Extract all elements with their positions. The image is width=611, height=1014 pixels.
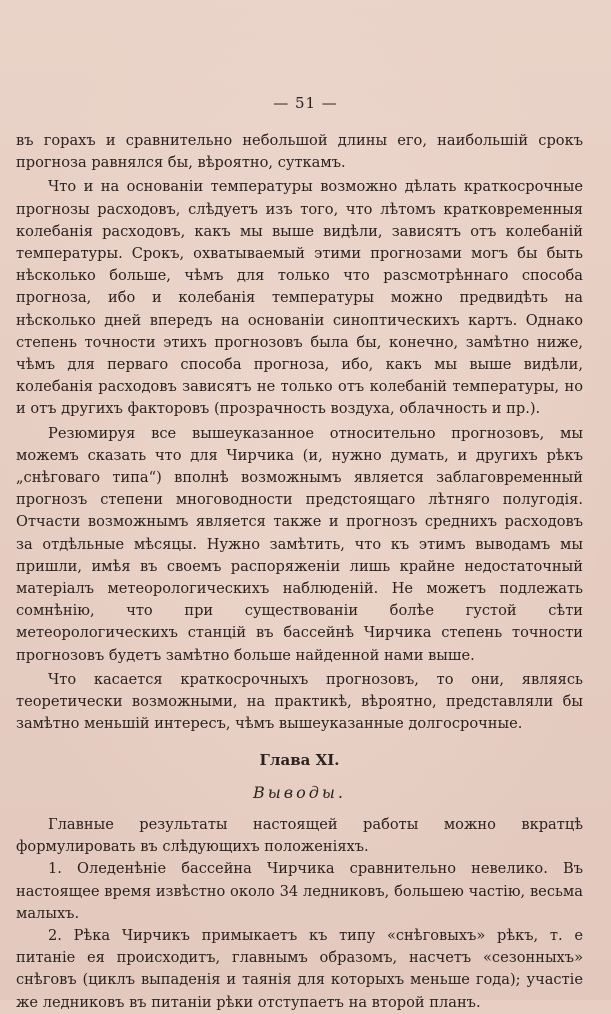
paragraph: Что и на основаніи температуры возможно дѣлать краткосрочные прогнозы расходовъ, слѣдуетъ изъ того, что лѣтомъ кратковременныя колебанія расходовъ, какъ мы выше видѣли, зависятъ отъ колебаній температуры. Срокъ, охватываемый этими прогнозами могъ бы быть нѣсколько больше, чѣмъ для только что разсмотрѣннаго способа прогноза, ибо и колебанія температуры можно предвидѣть на нѣсколько дней впередъ на основаніи синоптическихъ картъ. Однако степень точности этихъ прогнозовъ была бы, конечно, замѣтно ниже, чѣмъ для перваго способа прогноза, ибо, какъ мы выше видѣли, колебанія расходовъ зависятъ не только отъ колебаній температуры, но и отъ другихъ факторовъ (прозрачность воздуха, облачность и пр.). xyxy=(16,178,583,418)
conclusion-item: 2. Рѣка Чирчикъ примыкаетъ къ типу «снѣговыхъ» рѣкъ, т. е питаніе ея происходитъ, главнымъ образомъ, насчетъ «сезонныхъ» снѣговъ (циклъ выпаденія и таянія для которыхъ меньше года); участіе же ледниковъ въ питаніи рѣки отступаетъ на второй планъ. xyxy=(16,926,583,1011)
chapter-subtitle: Выводы. xyxy=(253,782,346,802)
paragraph: Что касается краткосрочныхъ прогнозовъ, то они, являясь теоретически возможными, на практикѣ, вѣроятно, представляли бы замѣтно меньшій интересъ, чѣмъ вышеуказанные долгосрочные. xyxy=(16,670,583,733)
paragraph: въ горахъ и сравнительно небольшой длины его, наибольшій срокъ прогноза равнялся бы, вѣроятно, суткамъ. xyxy=(16,132,583,172)
page-body xyxy=(16,130,583,1014)
conclusion-item: 1. Оледенѣніе бассейна Чирчика сравнительно невелико. Въ настоящее время извѣстно около 34 ледниковъ, большею частію, весьма малыхъ. xyxy=(16,860,583,922)
chapter-title: Глава XI. xyxy=(259,751,340,770)
page-number: — 51 — xyxy=(273,94,338,112)
conclusions-intro: Главные результаты настоящей работы можно вкратцѣ формулировать въ слѣдующихъ положеніяхъ. xyxy=(16,815,583,856)
paragraph: Резюмируя все вышеуказанное относительно прогнозовъ, мы можемъ сказать что для Чирчика (и, нужно думать, и другихъ рѣкъ „снѣговаго типа“) вполнѣ возможнымъ является заблаговременный прогнозъ степени многоводности предстоящаго лѣтняго полугодія. Отчасти возможнымъ является также и прогнозъ среднихъ расходовъ за отдѣльные мѣсяцы. Нужно замѣтить, что къ этимъ выводамъ мы пришли, имѣя въ своемъ распоряженіи лишь крайне недостаточный матеріалъ метеорологическихъ наблюденій. Не можетъ подлежать сомнѣнію, что при существованіи болѣе густой сѣти метеорологическихъ станцій въ бассейнѣ Чирчика степень точности прогнозовъ будетъ замѣтно больше найденной нами выше. xyxy=(16,424,583,664)
